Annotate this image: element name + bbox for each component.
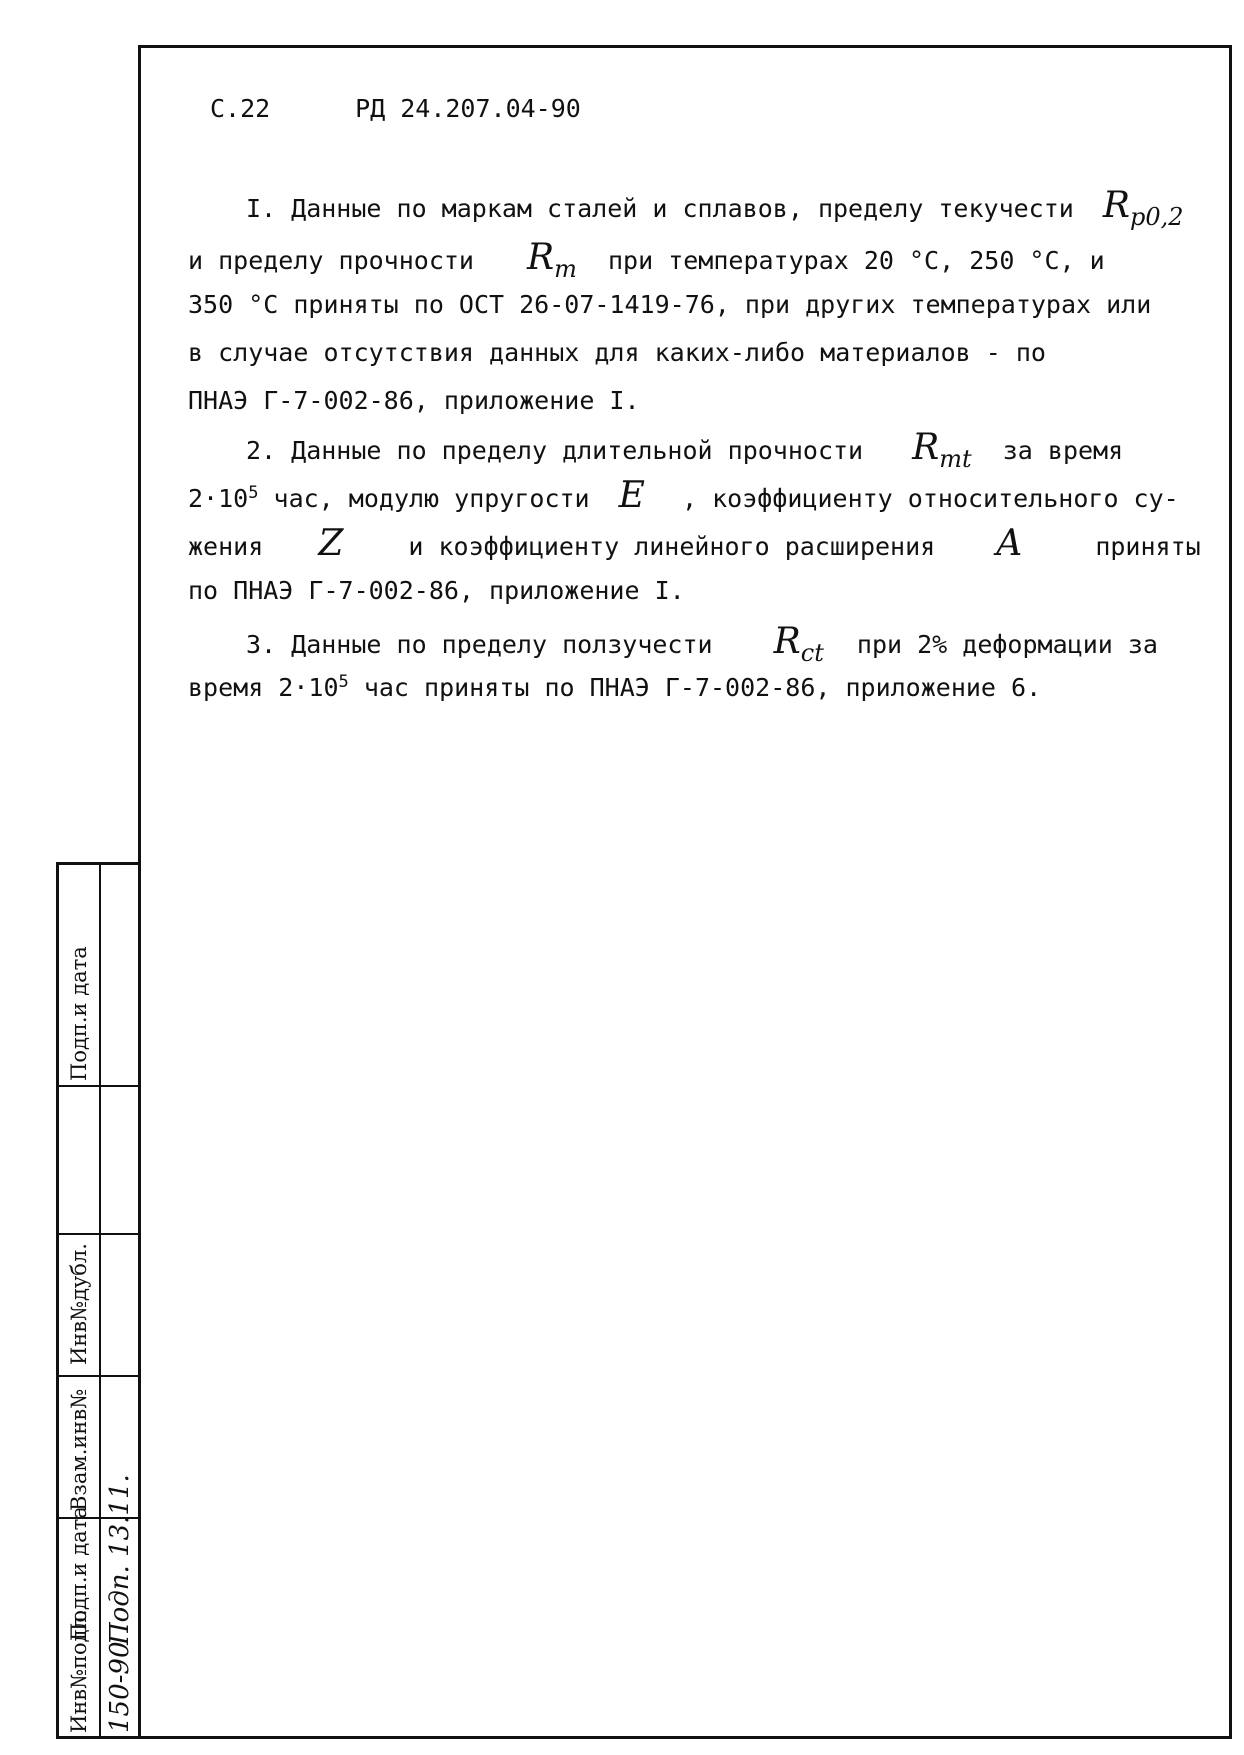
- p1-line-3: 350 °С приняты по ОСТ 26-07-1419-76, при других температурах или: [188, 290, 1152, 319]
- p2-line-1: 2. Данные по пределу длительной прочности $R_{mt}$ за время: [246, 427, 1124, 474]
- symbol-z: Z: [318, 523, 344, 564]
- p2-line-4: по ПНАЭ Г-7-002-86, приложение I.: [188, 576, 685, 605]
- symbol-a: A: [996, 523, 1023, 564]
- symbol-e: E: [618, 475, 645, 516]
- side-stamp: [56, 862, 138, 1739]
- handwritten-signature: Подп. 13.11.: [105, 1474, 135, 1645]
- symbol-rmt: $R_{mt}$: [912, 427, 972, 474]
- p1-line-1: I. Данные по маркам сталей и сплавов, пределу текучести $R_{p0,2}$: [246, 185, 1184, 232]
- p2-line-3: жения Z и коэффициенту линейного расширения A приняты: [188, 523, 1201, 564]
- p2-line-2: $2\cdot 10^5$ час, модулю упругости E , коэффициенту относительного су-: [188, 475, 1179, 516]
- symbol-rct: $R_{ct}$: [773, 621, 824, 668]
- symbol-rp02: $R_{p0,2}$: [1102, 185, 1184, 232]
- p3-line-1: 3. Данные по пределу ползучести $R_{ct}$ при 2% деформации за: [246, 621, 1158, 668]
- p1-line-2: и пределу прочности $R_m$ при температурах 20 °С, 250 °С, и: [188, 237, 1105, 284]
- symbol-rm: $R_m$: [527, 237, 577, 284]
- stamp-label-inv-dubl: Инв№дубл.: [67, 1243, 91, 1365]
- stamp-row-divider: [59, 1085, 141, 1087]
- handwritten-inv-number: 150-90: [105, 1641, 135, 1733]
- stamp-row-divider: [59, 1233, 141, 1235]
- stamp-label-podp-data-2: Подп.и дата: [67, 946, 91, 1081]
- p1-line-4: в случае отсутствия данных для каких-либо материалов - по: [188, 338, 1046, 367]
- p1-line-5: ПНАЭ Г-7-002-86, приложение I.: [188, 386, 640, 415]
- page-header: [210, 94, 581, 123]
- p3-line-2: время $2\cdot 10^5$ час приняты по ПНАЭ Г-7-002-86, приложение 6.: [188, 672, 1042, 702]
- stamp-label-inv-podl: Инв№подл.: [67, 1609, 91, 1733]
- document-code: РД 24.207.04-90: [355, 94, 581, 123]
- page-number: С.22: [210, 94, 271, 123]
- stamp-column-divider: [99, 865, 101, 1736]
- stamp-label-podp-data: Подп.и дата: [67, 1506, 91, 1641]
- stamp-label-vzam-inv: Взам.инв№: [67, 1388, 91, 1511]
- stamp-row-divider: [59, 1375, 141, 1377]
